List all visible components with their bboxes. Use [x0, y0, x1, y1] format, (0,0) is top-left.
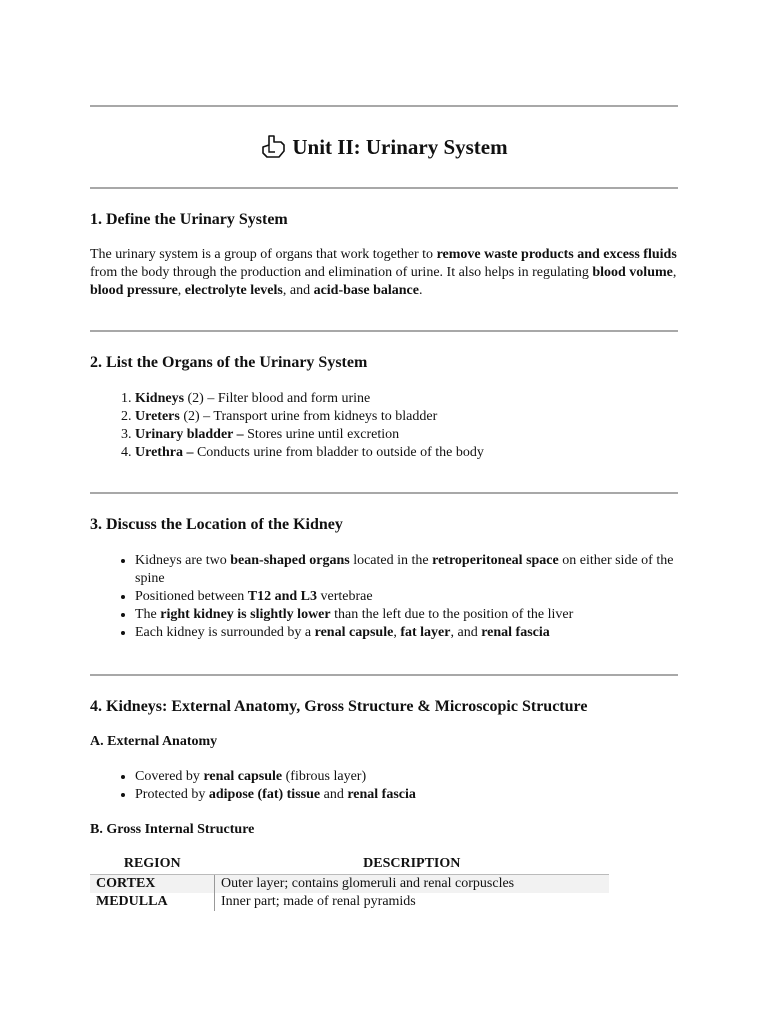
kidney-icon — [260, 134, 286, 160]
table-cell-region: MEDULLA — [90, 893, 215, 911]
table-row — [90, 875, 609, 894]
list-item: • Protected by adipose (fat) tissue and renal fascia — [135, 786, 678, 804]
list-item: • Kidneys are two bean-shaped organs located in the retroperitoneal space on either side of the spine — [135, 552, 678, 588]
external-anatomy-list — [90, 768, 678, 804]
table-cell-description: Outer layer; contains glomeruli and renal corpuscles — [215, 875, 610, 894]
title-row — [90, 107, 678, 187]
subsection-b-heading: B. Gross Internal Structure — [90, 822, 255, 837]
list-item: 4. Urethra – Conducts urine from bladder to outside of the body — [135, 444, 678, 462]
list-item: 1. Kidneys (2) – Filter blood and form urine — [135, 390, 678, 408]
page-title: Unit II: Urinary System — [292, 134, 508, 159]
document-page — [90, 0, 678, 911]
divider — [90, 674, 678, 676]
organ-list — [90, 390, 678, 462]
section-1-heading: 1. Define the Urinary System — [90, 211, 288, 228]
internal-structure-table — [90, 854, 609, 911]
divider — [90, 330, 678, 332]
divider — [90, 187, 678, 189]
subsection-a-heading: A. External Anatomy — [90, 734, 218, 749]
table-cell-region: CORTEX — [90, 875, 215, 894]
list-item: • Positioned between T12 and L3 vertebrae — [135, 588, 678, 606]
section-4-heading: 4. Kidneys: External Anatomy, Gross Structure & Microscopic Structure — [90, 698, 588, 715]
list-item: • Each kidney is surrounded by a renal capsule, fat layer, and renal fascia — [135, 624, 678, 642]
table-cell-description: Inner part; made of renal pyramids — [221, 894, 416, 909]
column-header-description: DESCRIPTION — [215, 854, 610, 875]
list-item: • Covered by renal capsule (fibrous layer) — [135, 768, 678, 786]
divider — [90, 492, 678, 494]
list-item: 3. Urinary bladder – Stores urine until excretion — [135, 426, 678, 444]
list-item: • The right kidney is slightly lower than the left due to the position of the liver — [135, 606, 678, 624]
section-1-paragraph: The urinary system is a group of organs that work together to remove waste products and excess fluids from the body through the production and elimination of urine. It also helps in regulating blood volume, blood pressure, electrolyte levels, and acid-base balance. — [90, 247, 677, 298]
location-list — [90, 552, 678, 642]
list-item: 2. Ureters (2) – Transport urine from kidneys to bladder — [135, 408, 678, 426]
section-3-heading: 3. Discuss the Location of the Kidney — [90, 516, 343, 533]
table-header-row — [90, 854, 609, 875]
section-2-heading: 2. List the Organs of the Urinary System — [90, 354, 368, 371]
table-row — [90, 893, 609, 911]
column-header-region: REGION — [90, 854, 215, 875]
